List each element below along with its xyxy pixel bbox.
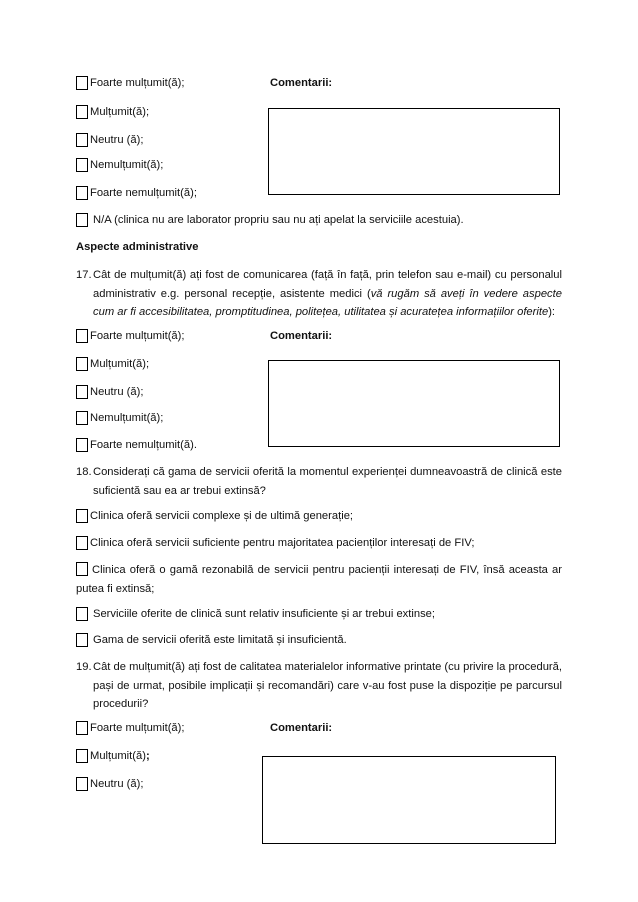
question-18	[76, 463, 562, 500]
comments-box[interactable]	[268, 108, 560, 195]
checkbox[interactable]	[76, 749, 88, 763]
checkbox[interactable]	[76, 509, 88, 523]
question-text: Considerați că gama de servicii oferită la momentul experienței dumneavoastră de clinică este suficientă sau ea ar trebui extinsă?	[93, 466, 562, 497]
comments-box[interactable]	[262, 756, 556, 844]
question-17	[76, 266, 562, 322]
comments-label: Comentarii:	[270, 722, 333, 734]
section-title: Aspecte administrative	[76, 241, 199, 253]
checkbox-option[interactable]	[76, 437, 197, 453]
question-number: 19.	[76, 661, 92, 673]
option-label: N/A (clinica nu are laborator propriu sau nu ați apelat la serviciile acestuia).	[93, 214, 464, 226]
checkbox-option[interactable]	[76, 776, 143, 792]
checkbox-option[interactable]	[76, 508, 353, 524]
question-text: Cât de mulțumit(ă) ați fost de comunicarea (față în față, prin telefon sau e-mail) cu personalul administrativ e.g. personal recepție, asistente medici (vă rugăm să aveți în vedere aspecte cum ar fi accesibilitatea, promptitudinea, politețea, utilitatea și acuratețea informațiilor oferite):	[93, 269, 562, 319]
checkbox[interactable]	[76, 562, 88, 576]
option-label: Neutru (ă);	[90, 386, 144, 398]
checkbox[interactable]	[76, 721, 88, 735]
checkbox[interactable]	[76, 76, 88, 90]
question-number: 18.	[76, 466, 92, 478]
checkbox[interactable]	[76, 385, 88, 399]
checkbox-option[interactable]	[76, 104, 149, 120]
option-label: Serviciile oferite de clinică sunt relativ insuficiente și ar trebui extinse;	[93, 608, 435, 620]
option-label: Neutru (ă);	[90, 134, 144, 146]
option-label: Mulțumit(ă);	[90, 358, 150, 370]
option-label: Foarte mulțumit(ă);	[90, 77, 185, 89]
checkbox[interactable]	[76, 633, 88, 647]
option-label: Clinica oferă servicii complexe și de ultimă generație;	[90, 510, 354, 522]
option-label: Foarte nemulțumit(ă);	[90, 187, 197, 199]
comments-label: Comentarii:	[270, 330, 333, 342]
option-label: Clinica oferă servicii suficiente pentru majoritatea pacienților interesați de FIV;	[90, 537, 475, 549]
option-label: Gama de servicii oferită este limitată și insuficientă.	[93, 634, 347, 646]
checkbox[interactable]	[76, 186, 88, 200]
checkbox-option[interactable]	[76, 748, 150, 764]
checkbox[interactable]	[76, 158, 88, 172]
checkbox[interactable]	[76, 329, 88, 343]
checkbox[interactable]	[76, 438, 88, 452]
checkbox-option[interactable]	[76, 132, 143, 148]
option-label: Foarte mulțumit(ă);	[90, 330, 185, 342]
checkbox-option[interactable]	[76, 185, 197, 201]
checkbox[interactable]	[76, 411, 88, 425]
checkbox-option[interactable]	[76, 535, 475, 551]
checkbox-option[interactable]	[76, 75, 185, 91]
option-label: Neutru (ă);	[90, 778, 144, 790]
checkbox[interactable]	[76, 133, 88, 147]
question-number: 17.	[76, 269, 92, 281]
checkbox-option[interactable]	[76, 720, 185, 736]
option-label: Foarte mulțumit(ă);	[90, 722, 185, 734]
checkbox[interactable]	[76, 105, 88, 119]
checkbox-option-na[interactable]	[76, 212, 464, 228]
option-label: Foarte nemulțumit(ă).	[90, 439, 197, 451]
question-text: Cât de mulțumit(ă) ați fost de calitatea materialelor informative printate (cu privire la procedură, pași de urmat, posibile implicații și recomandări) care v-au fost puse la dispoziție pe parcursul procedurii?	[93, 661, 562, 711]
checkbox-option[interactable]	[76, 632, 347, 648]
option-label: Mulțumit(ă);	[90, 106, 150, 118]
checkbox[interactable]	[76, 213, 88, 227]
checkbox-option[interactable]	[76, 410, 163, 426]
option-label: Nemulțumit(ă);	[90, 412, 164, 424]
question-19	[76, 658, 562, 714]
checkbox-option[interactable]	[76, 384, 143, 400]
checkbox-option[interactable]	[76, 157, 163, 173]
checkbox[interactable]	[76, 357, 88, 371]
checkbox[interactable]	[76, 777, 88, 791]
checkbox-option[interactable]	[76, 328, 185, 344]
checkbox[interactable]	[76, 607, 88, 621]
comments-box[interactable]	[268, 360, 560, 447]
option-label: Clinica oferă o gamă rezonabilă de servicii pentru pacienții interesați de FIV, însă aceasta ar putea fi extinsă;	[76, 564, 562, 595]
checkbox[interactable]	[76, 536, 88, 550]
comments-label: Comentarii:	[270, 77, 333, 89]
option-label: Nemulțumit(ă);	[90, 159, 164, 171]
checkbox-option[interactable]	[76, 606, 435, 622]
checkbox-option[interactable]	[76, 356, 149, 372]
checkbox-option[interactable]	[76, 561, 562, 598]
option-label: Mulțumit(ă);	[90, 750, 150, 762]
